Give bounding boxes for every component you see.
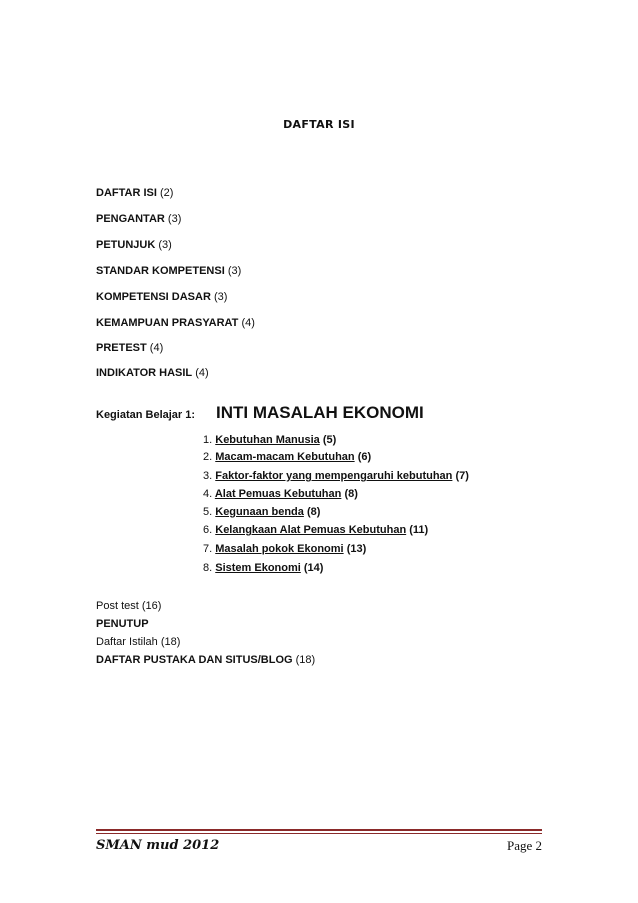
sub-item-link[interactable]: Alat Pemuas Kebutuhan <box>214 488 342 500</box>
sub-item-8 <box>203 562 323 574</box>
sub-item-link[interactable]: Kelangkaan Alat Pemuas Kebutuhan <box>215 524 407 536</box>
sub-item-page: (6) <box>357 451 372 463</box>
kegiatan-prefix: Kegiatan Belajar 1: <box>96 409 196 421</box>
sub-item-5 <box>203 506 320 518</box>
sub-item-page: (11) <box>409 524 429 536</box>
toc-label: Post test <box>96 600 139 612</box>
sub-item-link[interactable]: Macam-macam Kebutuhan <box>215 451 355 463</box>
toc-entry-indikator-hasil <box>96 367 209 379</box>
toc-page: (3) <box>167 213 182 225</box>
sub-item-number: 5. <box>203 506 213 518</box>
toc-label: KOMPETENSI DASAR <box>96 291 211 303</box>
sub-item-link[interactable]: Masalah pokok Ekonomi <box>215 543 344 555</box>
toc-entry-petunjuk <box>96 239 172 251</box>
kegiatan-title: INTI MASALAH EKONOMI <box>216 403 424 422</box>
sub-item-page: (7) <box>455 470 469 482</box>
sub-item-page: (8) <box>344 488 358 500</box>
toc-entry-pretest <box>96 342 163 354</box>
footer-school: SMAN mud 2012 <box>96 838 220 853</box>
sub-item-6 <box>203 524 428 536</box>
toc-label: PETUNJUK <box>96 239 156 251</box>
sub-item-number: 4. <box>203 488 213 500</box>
toc-entry-pengantar <box>96 213 181 225</box>
toc-page: (2) <box>159 187 174 199</box>
sub-item-number: 3. <box>203 470 213 482</box>
toc-entry-standar-kompetensi <box>96 265 241 277</box>
toc-page: (3) <box>227 265 242 277</box>
sub-item-2 <box>203 451 371 463</box>
toc-page: (4) <box>149 342 164 354</box>
sub-item-number: 1. <box>203 434 213 446</box>
toc-entry-kompetensi-dasar <box>96 291 227 303</box>
sub-item-7 <box>203 543 366 555</box>
sub-item-page: (14) <box>303 562 324 574</box>
sub-item-1 <box>203 434 336 446</box>
toc-entry-daftar-pustaka <box>96 654 315 666</box>
toc-page: (18) <box>160 636 181 648</box>
sub-item-number: 7. <box>203 543 213 555</box>
toc-label: INDIKATOR HASIL <box>96 367 193 379</box>
toc-page: (16) <box>141 600 162 612</box>
sub-item-page: (8) <box>306 506 321 518</box>
footer-rule <box>96 833 542 834</box>
toc-entry-daftar-istilah <box>96 636 180 648</box>
toc-page: (4) <box>195 367 209 379</box>
toc-label: PRETEST <box>96 342 147 354</box>
footer-rule <box>96 829 542 831</box>
sub-item-4 <box>203 488 358 500</box>
toc-label: DAFTAR PUSTAKA DAN SITUS/BLOG <box>96 654 293 666</box>
toc-entry-penutup <box>96 618 149 630</box>
toc-page: (3) <box>213 291 228 303</box>
sub-item-page: (5) <box>322 434 337 446</box>
sub-item-number: 8. <box>203 562 213 574</box>
toc-label: Daftar Istilah <box>96 636 158 648</box>
sub-item-page: (13) <box>346 543 367 555</box>
toc-label: PENUTUP <box>96 618 149 630</box>
toc-page: (18) <box>295 654 316 666</box>
sub-item-number: 2. <box>203 451 213 463</box>
toc-page: (3) <box>158 239 172 251</box>
page-title: DAFTAR ISI <box>283 118 355 131</box>
sub-item-link[interactable]: Sistem Ekonomi <box>215 562 301 574</box>
toc-page: (4) <box>241 317 255 329</box>
toc-label: KEMAMPUAN PRASYARAT <box>96 317 239 329</box>
toc-label: DAFTAR ISI <box>96 187 157 199</box>
sub-item-link[interactable]: Kegunaan benda <box>215 506 304 518</box>
toc-label: STANDAR KOMPETENSI <box>96 265 225 277</box>
sub-item-3 <box>203 470 469 482</box>
toc-entry-kemampuan-prasyarat <box>96 317 255 329</box>
sub-item-link[interactable]: Faktor-faktor yang mempengaruhi kebutuhan <box>215 470 453 482</box>
sub-item-link[interactable]: Kebutuhan Manusia <box>215 434 320 446</box>
toc-entry-daftar-isi <box>96 187 173 199</box>
toc-entry-post-test <box>96 600 161 612</box>
toc-label: PENGANTAR <box>96 213 165 225</box>
sub-item-number: 6. <box>203 524 213 536</box>
footer-page-number: Page 2 <box>506 838 542 853</box>
